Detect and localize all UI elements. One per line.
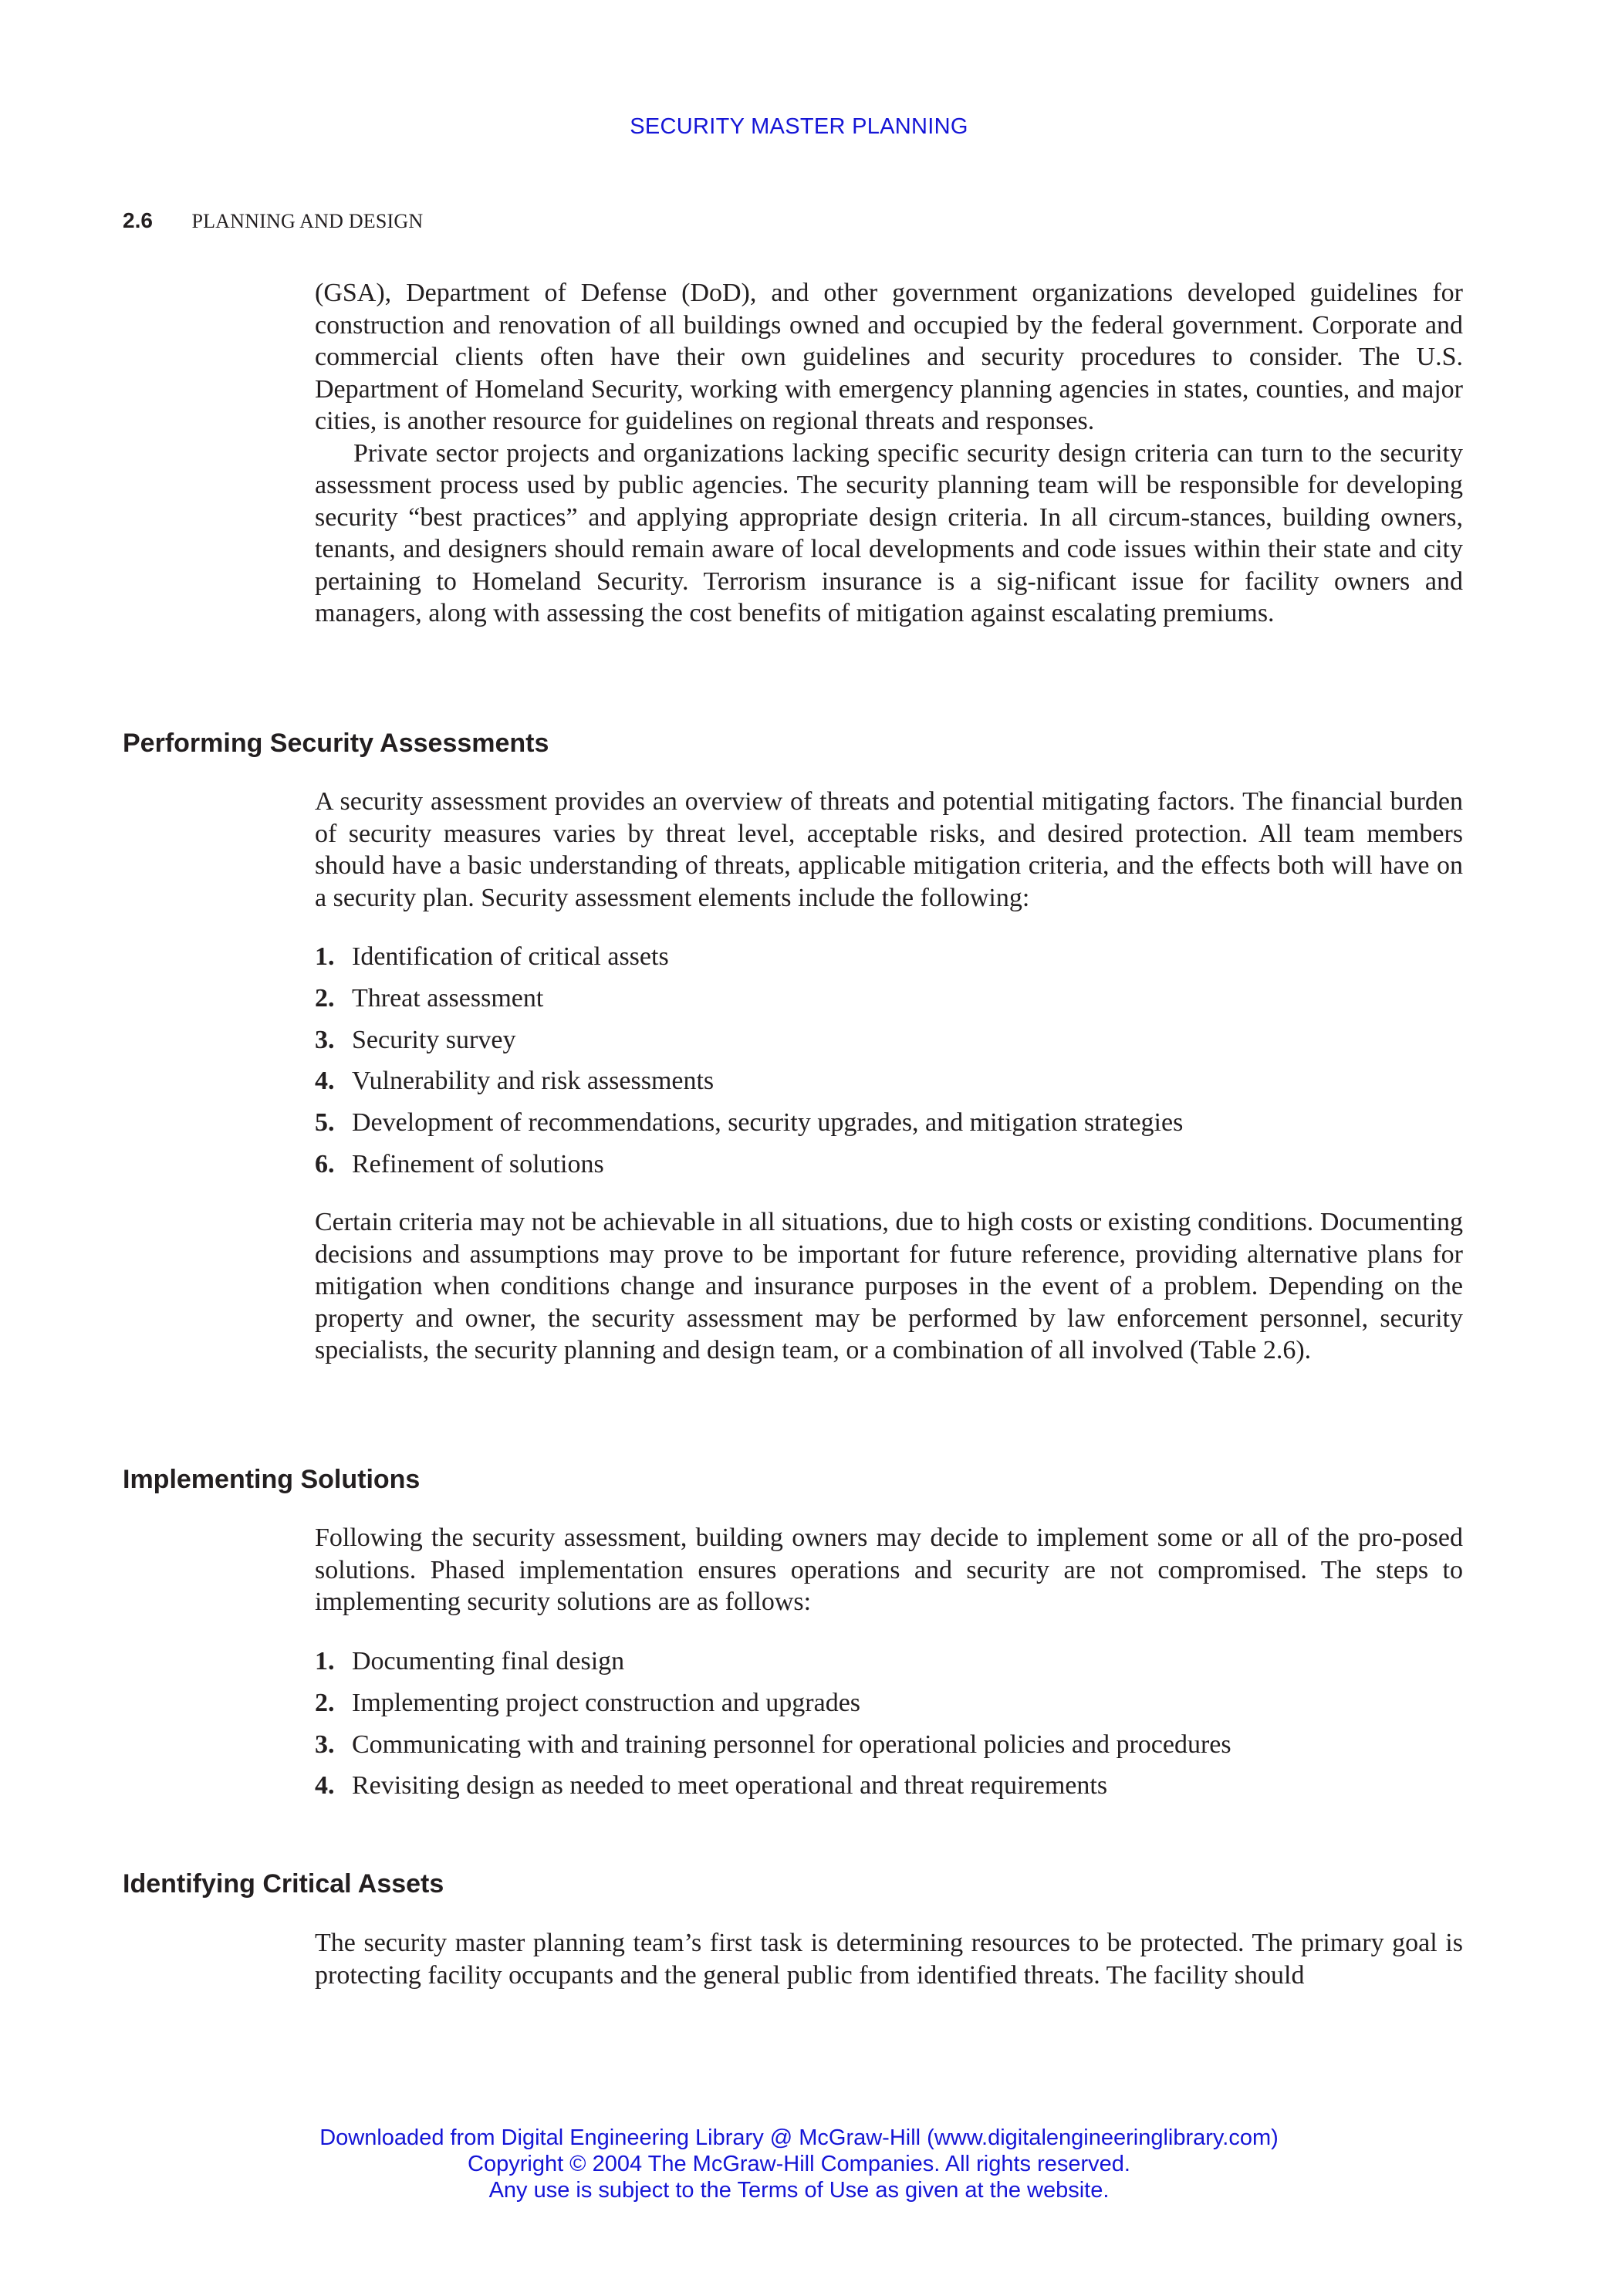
page-number: 2.6 — [123, 208, 153, 232]
chapter-title: PLANNING AND DESIGN — [191, 210, 424, 232]
section-heading-implementing: Implementing Solutions — [123, 1465, 421, 1494]
list-text: Implementing project construction and upgrades — [352, 1688, 861, 1717]
list-text: Vulnerability and risk assessments — [352, 1067, 715, 1096]
critical-assets-intro — [315, 1927, 1463, 1991]
list-number: 4. — [315, 1771, 335, 1801]
intro-section — [315, 277, 1463, 630]
list-text: Security survey — [352, 1025, 516, 1054]
list-item — [315, 1107, 1463, 1148]
download-footer — [0, 2125, 1598, 2203]
list-number: 3. — [315, 1025, 335, 1054]
footer-copyright-line: Copyright © 2004 The McGraw-Hill Companies. All rights reserved. — [468, 2152, 1130, 2176]
list-text: Development of recommendations, security upgrades, and mitigation strategies — [352, 1108, 1184, 1138]
assessment-elements-list — [315, 941, 1463, 1190]
list-item — [315, 1687, 1463, 1729]
list-number: 4. — [315, 1067, 335, 1096]
list-number: 2. — [315, 1688, 335, 1717]
list-text: Documenting final design — [352, 1647, 625, 1676]
list-item — [315, 1770, 1463, 1811]
implementation-steps-list — [315, 1645, 1463, 1811]
list-item — [315, 1065, 1463, 1107]
paragraph: Certain criteria may not be achievable in all situations, due to high costs or existing conditions. Documenting decisions and assumptions may prove to be important for future reference, providing alternative plans for mitigation when conditions change and insurance purposes in the event of a problem. Depending on the property and owner, the security assessment may be performed by law enforcement personnel, security specialists, the security planning and design team, or a combination of all involved (Table 2.6). — [315, 1208, 1463, 1364]
section-heading-assessments: Performing Security Assessments — [123, 729, 549, 758]
paragraph: A security assessment provides an overview of threats and potential mitigating factors. The financial burden of security measures varies by threat level, acceptable risks, and desired protection. All team members should have a basic understanding of threats, applicable mitigation criteria, and the effects both will have on a security plan. Security assessment elements include the following: — [315, 787, 1463, 912]
list-number: 1. — [315, 1647, 335, 1676]
implementing-intro — [315, 1522, 1463, 1618]
list-number: 2. — [315, 983, 335, 1013]
paragraph: The security master planning team’s first task is determining resources to be protected. The primary goal is protecting facility occupants and the general public from identified threats. The facility should — [315, 1929, 1463, 1990]
list-number: 6. — [315, 1149, 335, 1178]
list-item — [315, 1148, 1463, 1190]
list-item — [315, 982, 1463, 1024]
assessments-intro — [315, 786, 1463, 914]
footer-download-line: Downloaded from Digital Engineering Library @ McGraw-Hill (www.digitalengineeringlibrary.com) — [319, 2125, 1279, 2150]
list-number: 5. — [315, 1108, 335, 1138]
assessments-closing — [315, 1206, 1463, 1367]
list-text: Refinement of solutions — [352, 1149, 604, 1178]
list-text: Identification of critical assets — [352, 942, 669, 971]
list-item — [315, 1729, 1463, 1770]
footer-terms-line: Any use is subject to the Terms of Use as given at the website. — [488, 2178, 1110, 2203]
running-head: SECURITY MASTER PLANNING — [630, 114, 968, 139]
intro-paragraph: Private sector projects and organizations lacking specific security design criteria can turn to the security assessment process used by public agencies. The security planning team will be responsible for developing security “best practices” and applying appropriate design criteria. In all circum-stances, building owners, tenants, and designers should remain aware of local developments and code issues within their state and city pertaining to Homeland Security. Terrorism insurance is a sig-nificant issue for facility owners and managers, along with assessing the cost benefits of mitigation against escalating premiums. — [315, 438, 1463, 627]
list-text: Revisiting design as needed to meet operational and threat requirements — [352, 1771, 1108, 1801]
list-item — [315, 941, 1463, 982]
list-item — [315, 1024, 1463, 1066]
list-text: Communicating with and training personnel for operational policies and procedures — [352, 1730, 1231, 1759]
list-text: Threat assessment — [352, 983, 544, 1013]
folio — [123, 208, 423, 233]
list-item — [315, 1645, 1463, 1687]
list-number: 1. — [315, 942, 335, 971]
intro-paragraph: (GSA), Department of Defense (DoD), and other government organizations developed guidelines for construction and renovation of all buildings owned and occupied by the federal government. Corporate and commercial clients often have their own guidelines and security procedures to consider. The U.S. Department of Homeland Security, working with emergency planning agencies in states, counties, and major cities, is another resource for guidelines on regional threats and responses. — [315, 279, 1463, 435]
list-number: 3. — [315, 1730, 335, 1759]
section-heading-critical-assets: Identifying Critical Assets — [123, 1869, 444, 1899]
paragraph: Following the security assessment, building owners may decide to implement some or all of the pro-posed solutions. Phased implementation ensures operations and security are not compromised. The steps to implementing security solutions are as follows: — [315, 1523, 1463, 1616]
